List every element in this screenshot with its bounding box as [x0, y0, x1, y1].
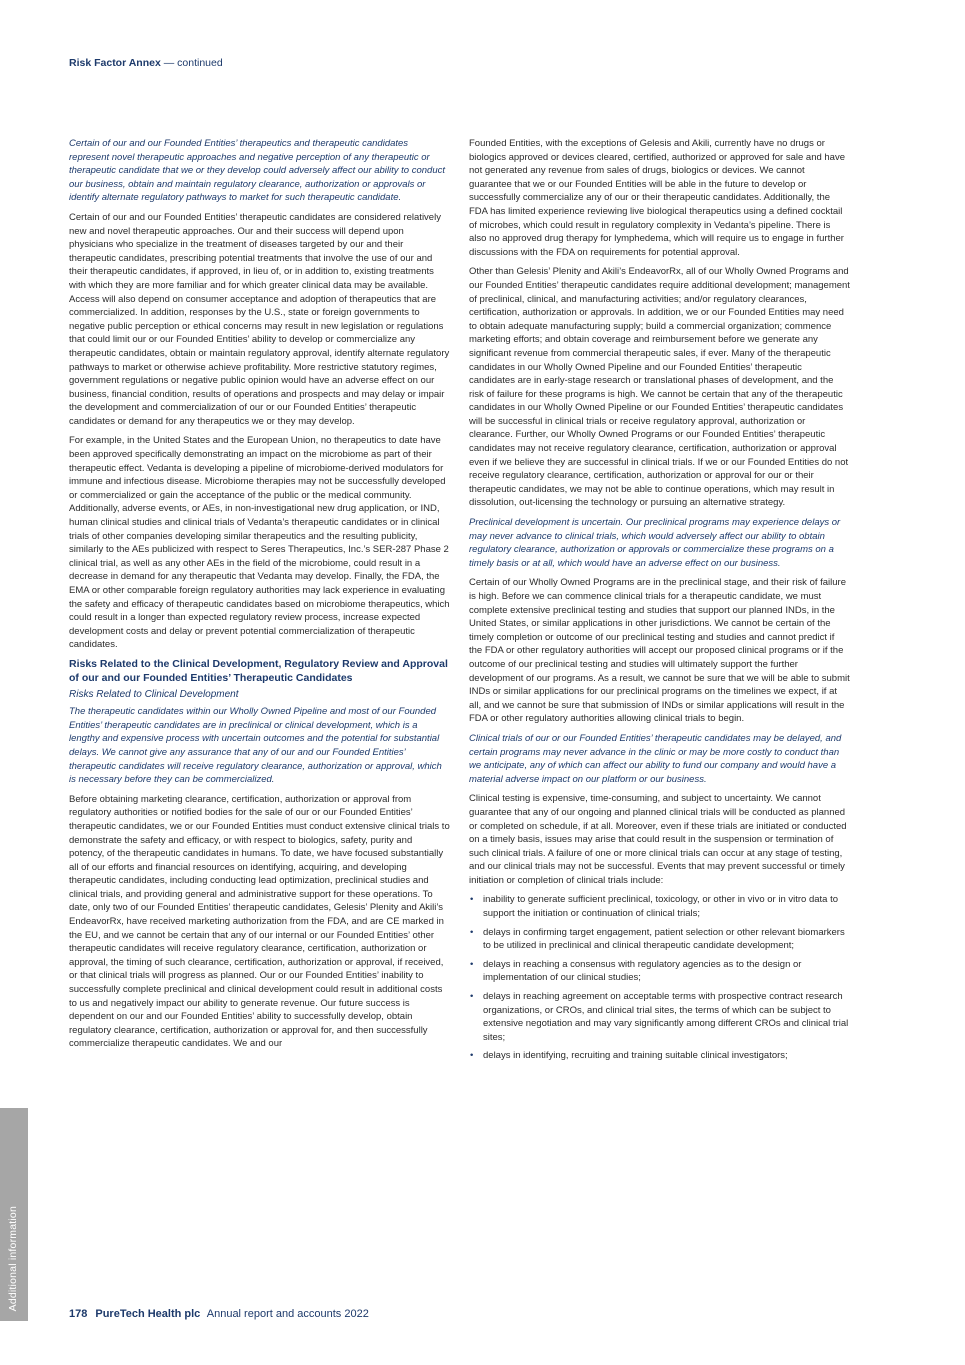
- list-item-text: inability to generate sufficient preclinical, toxicology, or other in vivo or in vitro data to support the initiation or continuation of clinical trials;: [483, 894, 839, 920]
- left-column: [69, 137, 450, 1057]
- subsection-heading: Risks Related to Clinical Development: [69, 688, 239, 700]
- risk-headline-novel-approaches: Certain of our and our Founded Entities’ therapeutics and therapeutic candidates represent novel therapeutic approaches and negative perception of any therapeutic or therapeutic candidate that we or they develop could adversely affect our ability to conduct our business, obtain and maintain regulatory clearance, authorization or approvals or identify alternate regulatory pathways to market for such therapeutic candidate.: [69, 138, 446, 204]
- body-paragraph: Clinical testing is expensive, time-consuming, and subject to uncertainty. We cannot guarantee that any of our ongoing and planned clinical trials will be conducted as planned or completed on schedule, if at all. Moreover, even if these trials are initiated or conducted on a timely basis, issues may arise that could result in the suspension or termination of such clinical trials. A failure of one or more clinical trials can occur at any stage of testing, and our clinical trials may not be successful. Events that may prevent successful or timely initiation or completion of clinical trials include:: [469, 793, 847, 886]
- list-item-text: delays in reaching agreement on acceptable terms with prospective contract research organizations, or CROs, and clinical trial sites, the terms of which can be subject to extensive negotiation and may vary significantly among different CROs and clinical trial sites;: [483, 991, 849, 1043]
- body-paragraph: Certain of our and our Founded Entities’ therapeutic candidates are considered relatively new and novel therapeutic approaches. Our and their success will depend upon physicians who specialize in the treatment of diseases targeted by our and their therapeutic candidates, prescribing potential treatments that involve the use of our and their therapeutic candidates, if approved, in lieu of, or in addition to, existing treatments with which they are more familiar and for which greater clinical data may be available. Access will also depend on consumer acceptance and adoption of therapeutics that are commercialized. In addition, responses by the U.S., state or foreign governments to negative public perception or ethical concerns may result in new legislation or regulations that could limit our or our Founded Entities’ ability to develop or commercialize any therapeutic candidates, obtain or maintain regulatory approval, identify alternate regulatory pathways to market or otherwise achieve profitability. More restrictive statutory regimes, government regulations or negative public opinion would have an adverse effect on our business, financial condition, results of operations and prospects and may delay or impair the development and commercialization of our or our Founded Entities’ therapeutic candidates or demand for any therapeutics we or they may develop.: [69, 211, 450, 427]
- document-name: Annual report and accounts 2022: [206, 1308, 369, 1320]
- body-paragraph: Certain of our Wholly Owned Programs are in the preclinical stage, and their risk of failure is high. Before we can commence clinical trials for a therapeutic candidate, we must complete extensive preclinical testing and studies that support our planned INDs, in the United States, or similar applications in other jurisdictions. We cannot be certain of the timely completion or outcome of our preclinical testing and studies and cannot predict if the FDA or other regulatory authorities will accept our proposed clinical programs or if the outcome of our preclinical testing and studies will ultimately support the further development of our programs. As a result, we cannot be sure that we will be able to submit INDs or similar applications for our preclinical programs on the timelines we expect, if at all, and we cannot be sure that submission of INDs or similar applications will result in the FDA or other regulatory authorities allowing clinical trials to begin.: [469, 577, 850, 725]
- risk-headline-preclinical: Preclinical development is uncertain. Our preclinical programs may experience delays or may never advance to clinical trials, which would adversely affect our ability to obtain regulatory clearance, authorization or approvals or commercialize these programs on a timely basis or at all, which would have an adverse effect on our business.: [469, 517, 841, 569]
- list-item: [469, 893, 850, 920]
- body-paragraph: Other than Gelesis’ Plenity and Akili’s EndeavorRx, all of our Wholly Owned Programs and our Founded Entities’ therapeutic candidates require additional development; management of preclinical, clinical, and manufacturing activities; and/or regulatory clearances, certification, authorization or approvals. In addition, we or our Founded Entities may need to obtain adequate manufacturing supply; build a commercial organization; commence marketing efforts; and obtain coverage and reimbursement before we generate any significant revenue from commercial therapeutic sales, if ever. Many of the therapeutic candidates in our Wholly Owned Pipeline and our Founded Entities’ therapeutic candidates are in early-stage research or translational phases of development, and the risk of failure for these programs is high. We cannot be certain that any of the therapeutic candidates in our Wholly Owned Pipeline or our Founded Entities’ therapeutic candidates will be successful in clinical trials or receive regulatory approval, authorization or clearance. Further, our Wholly Owned Programs or our Founded Entities’ therapeutic candidates may not receive regulatory clearance, certification, authorization or approval even if we believe they are successful in clinical trials. If we or our Founded Entities do not receive regulatory clearance, certification, authorization or approval for our or their therapeutic candidates, we may not be able to continue operations, which may result in dissolution, out-licensing the technology or pursuing an alternative strategy.: [469, 266, 850, 509]
- bullet-icon: •: [470, 991, 474, 1003]
- right-column: [469, 137, 850, 1068]
- side-tab-label: Additional information: [7, 1205, 19, 1311]
- body-paragraph: Founded Entities, with the exceptions of Gelesis and Akili, currently have no drugs or biologics approved or devices cleared, certified, authorized or approved for sale and have not generated any revenue from sales of drugs, biologics or devices. We cannot guarantee that we or our Founded Entities will be able in the future to develop or successfully commercialize any of our or their therapeutic candidates. Additionally, the FDA has limited experience reviewing live biological therapeutics using a defined cocktail of microbes, which could result in regulatory complexity in Vedanta’s pipeline. There is also no approved drug therapy for lymphedema, which will require us to engage in further discussions with the FDA on requirements for potential approval.: [469, 138, 846, 258]
- risk-headline-clinical-development: The therapeutic candidates within our Wholly Owned Pipeline and most of our Founded Entities’ therapeutic candidates are in preclinical or clinical development, which is a lengthy and expensive process with uncertain outcomes and the potential for substantial delays. We cannot give any assurance that any of our and our Founded Entities’ therapeutic candidates will receive regulatory clearance, authorization or approval, which is necessary before they can be commercialized.: [69, 706, 442, 786]
- list-item-text: delays in reaching a consensus with regulatory agencies as to the design or implementation of our clinical studies;: [483, 958, 802, 984]
- section-heading: Risks Related to the Clinical Development, Regulatory Review and Approval of our and our Founded Entities’ Therapeutic Candidates: [69, 657, 448, 684]
- bullet-icon: •: [470, 958, 474, 970]
- side-tab: [0, 1108, 28, 1321]
- list-item: [469, 958, 850, 985]
- body-paragraph: For example, in the United States and the European Union, no therapeutics to date have been approved specifically demonstrating an impact on the microbiome as part of their therapeutic effect. Vedanta is developing a pipeline of microbiome-derived modulators for immune and infectious disease. Microbiome therapies may not be successfully developed or commercialized or gain the acceptance of the public or the medical community. Additionally, adverse events, or AEs, in non-investigational new drug application, or IND, human clinical studies and clinical trials of Vedanta’s therapeutic candidates or in clinical trials of other companies developing similar therapeutics and the resulting publicity, similarly to the AEs publicized with respect to Seres Therapeutics, Inc.’s SER-287 Phase 2 clinical trial, as well as any other AEs in the field of the microbiome, could result in a decrease in demand for any therapeutic that Vedanta may develop. Finally, the FDA, the EMA or other comparable foreign regulatory authorities may lack experience in evaluating the safety and efficacy of therapeutic candidates based on microbiome therapeutics, which could result in a longer than expected regulatory review process, increase expected development costs and delay or prevent potential commercialization of therapeutic candidates.: [69, 435, 450, 651]
- company-name: PureTech Health plc: [95, 1308, 201, 1320]
- list-item: [469, 926, 850, 953]
- list-item: [469, 990, 850, 1044]
- bullet-icon: •: [470, 926, 474, 938]
- running-header: [69, 57, 223, 69]
- risk-headline-clinical-trials: Clinical trials of our or our Founded Entities’ therapeutic candidates may be delayed, and certain programs may never advance in the clinic or may be more costly to conduct than we anticipate, any of which can affect our ability to fund our company and would have a material adverse impact on our platform or our business.: [469, 732, 842, 785]
- continued-label: — continued: [160, 57, 223, 69]
- bullet-list: [469, 893, 850, 1063]
- body-paragraph: Before obtaining marketing clearance, certification, authorization or approval from regulatory authorities or notified bodies for the sale of our or our Founded Entities’ therapeutic candidates, we or our Founded Entities must conduct extensive clinical trials to demonstrate the safety and efficacy, or with respect to biologics, safety, purity and potency, of the therapeutic candidates in humans. To date, we have focused substantially all of our efforts and financial resources on identifying, acquiring, and developing therapeutic candidates, including conducting lead optimization, preclinical studies and clinical trials, and providing general and administrative support for these operations. To date, only two of our Founded Entities’ therapeutic candidates, Gelesis’ Plenity and Akili’s EndeavorRx, have received marketing authorization from the FDA, and are CE marked in the EU, and we cannot be certain that any of our internal or our Founded Entities’ other therapeutic candidates will receive regulatory clearance, certification, authorization or approval, the timing of such clearance, certification, authorization or approval, if received, or that clinical trials will progress as planned. Our or our Founded Entities’ inability to successfully complete preclinical and clinical development could result in additional costs to us and negatively impact our ability to generate revenue. Our future success is dependent on our and our Founded Entities’ ability to successfully develop, obtain regulatory clearance, certification, authorization or approval for, and then successfully commercialize therapeutic candidates. We and our: [69, 793, 450, 1050]
- bullet-icon: •: [470, 1050, 474, 1062]
- page-number: 178: [69, 1308, 88, 1320]
- list-item: [469, 1049, 850, 1063]
- page-footer: [69, 1308, 369, 1320]
- list-item-text: delays in identifying, recruiting and training suitable clinical investigators;: [483, 1050, 788, 1062]
- bullet-icon: •: [470, 894, 474, 906]
- list-item-text: delays in confirming target engagement, patient selection or other relevant biomarkers to be utilized in preclinical and clinical therapeutic candidate development;: [483, 926, 845, 952]
- section-title: Risk Factor Annex: [69, 57, 161, 69]
